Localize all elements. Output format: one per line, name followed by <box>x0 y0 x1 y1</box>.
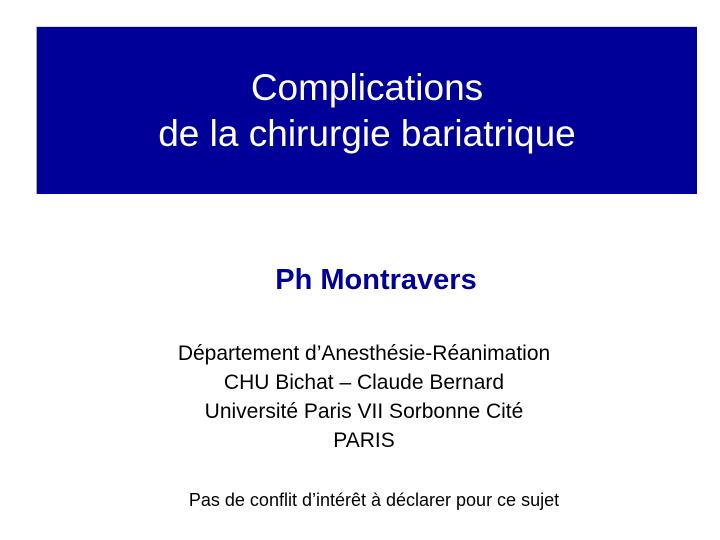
title-line-1: Complications <box>250 66 484 108</box>
author-name: Ph Montravers <box>275 264 477 296</box>
title-line-2: de la chirurgie bariatrique <box>158 112 576 154</box>
title-banner <box>36 26 697 194</box>
city-line: PARIS <box>333 429 395 452</box>
department-line: Département d’Anesthésie-Réanimation <box>177 342 551 365</box>
conflict-of-interest-statement: Pas de conflit d’intérêt à déclarer pour ce sujet <box>188 490 560 510</box>
university-line: Université Paris VII Sorbonne Cité <box>204 400 524 423</box>
affiliation-block <box>0 339 720 455</box>
hospital-line: CHU Bichat – Claude Bernard <box>223 371 505 394</box>
